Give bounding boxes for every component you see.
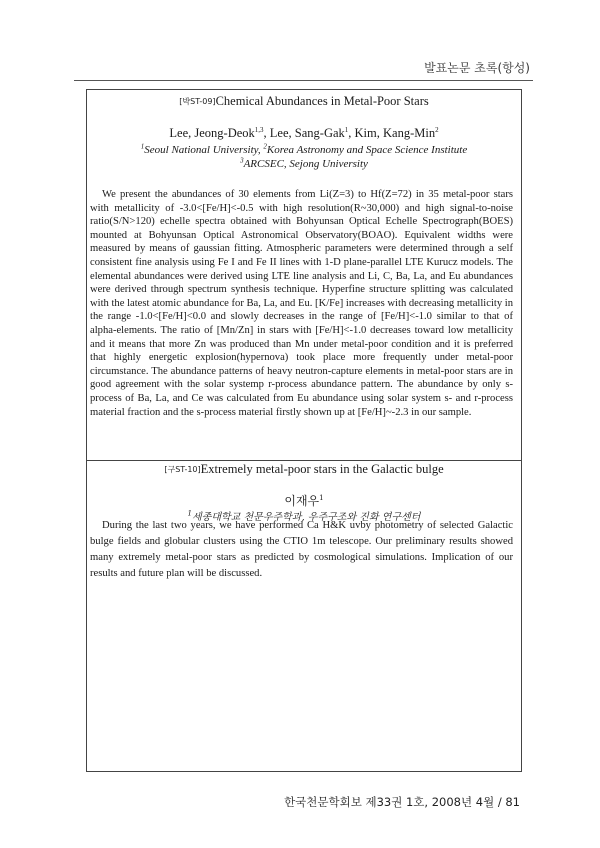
author-3-sup: 2 xyxy=(435,125,439,134)
abstract1-title: Chemical Abundances in Metal-Poor Stars xyxy=(215,94,429,108)
author-1: Lee, Jeong-Deok xyxy=(169,126,255,140)
abstract1-code: [박ST-09] xyxy=(179,97,216,106)
author-2: , Lee, Sang-Gak xyxy=(263,126,345,140)
author-3: , Kim, Kang-Min xyxy=(348,126,436,140)
abstract2-author-line xyxy=(86,492,522,509)
affil-2: Korea Astronomy and Space Science Institute xyxy=(266,144,468,156)
abstract2-affil: 세종대학교 천문우주학과, 우주구조와 진화 연구센터 xyxy=(192,512,421,523)
abstract2-affil-sup: 1 xyxy=(187,509,193,518)
abstract1-title-line xyxy=(86,94,522,109)
abstract1-authors xyxy=(86,126,522,141)
affil-1: Seoul National University, xyxy=(144,144,264,156)
abstract2-author-sup: 1 xyxy=(319,494,324,502)
abstract2-author: 이재우 xyxy=(284,494,320,508)
affil-2-sup: 2 xyxy=(263,142,267,151)
abstract2-title-line xyxy=(86,462,522,477)
author-2-sup: 1 xyxy=(344,125,349,134)
affil-3: ARCSEC, Sejong University xyxy=(243,158,368,170)
page-footer: 한국천문학회보 제33권 1호, 2008년 4월 / 81 xyxy=(284,795,520,809)
header-rule xyxy=(74,80,533,81)
author-1-sup: 1,3 xyxy=(254,125,264,134)
affil-1-sup: 1 xyxy=(140,142,145,151)
abstract2-title: Extremely metal-poor stars in the Galactic bulge xyxy=(200,462,444,476)
abstract2-body: During the last two years, we have performed Ca H&K uvby photometry of selected Galactic bulge fields and globular clusters using the CTIO 1m telescope. Our preliminary results showed many extremely metal-poor stars as predicted by cosmological simulations. Implication of our results and future plan will be discussed. xyxy=(90,520,513,579)
affil-3-sup: 3 xyxy=(240,156,244,165)
abstract1-affiliations xyxy=(86,143,522,171)
abstract1-body: We present the abundances of 30 elements from Li(Z=3) to Hf(Z=72) in 35 metal-poor stars with metallicity of -3.0<[Fe/H]<-0.5 with high resolution(R~30,000) and high signal-to-noise ratio(S/N>120) echelle spectra obtained with Bohyunsan Optical Echelle Spectrograph(BOES) mounted at Bohyunsan Optical Astronomical Observatory(BOAO). Equivalent widths were measured by means of gaussian fitting. Atmospheric parameters were determined through a self consistent fine analysis using Fe I and Fe II lines with 1-D plane-parallel LTE Kurucz models. The elemental abundances were derived using LTE line analysis and Li, C, Ba, La, and Eu abundances were derived through spectrum synthesis technique. Hyperfine structure splitting was calculated with the latest atomic abundance for Ba, La, and Eu. [K/Fe] increases with decreasing metallicity in the range -1.0<[Fe/H]<0.0 and slowly decreases in the range of [Fe/H]<-1.0 similar to that of alpha-elements. The ratio of [Mn/Zn] in stars with [Fe/H]<-1.0 decreases toward low metallicity and it means that more Zn was produced than Mn under metal-poor condition and it is preferred that highly energetic explosion(hypernova) took place more frequently under metal-poor circumstance. The abundance patterns of heavy neutron-capture elements in metal-poor stars are in good agreement with the solar systemp r-process abundance pattern. The abundance by only s-process of Ba, La, and Ce was calculated from Eu abundance using solar system s- and r-process material fraction and the s-process material firstly shown up at [Fe/H]~-2.3 in our sample. xyxy=(90,189,514,418)
abstract-divider xyxy=(86,460,522,461)
section-label: 발표논문 초록(항성) xyxy=(424,61,530,75)
abstract2-code: [구ST-10] xyxy=(164,465,201,474)
